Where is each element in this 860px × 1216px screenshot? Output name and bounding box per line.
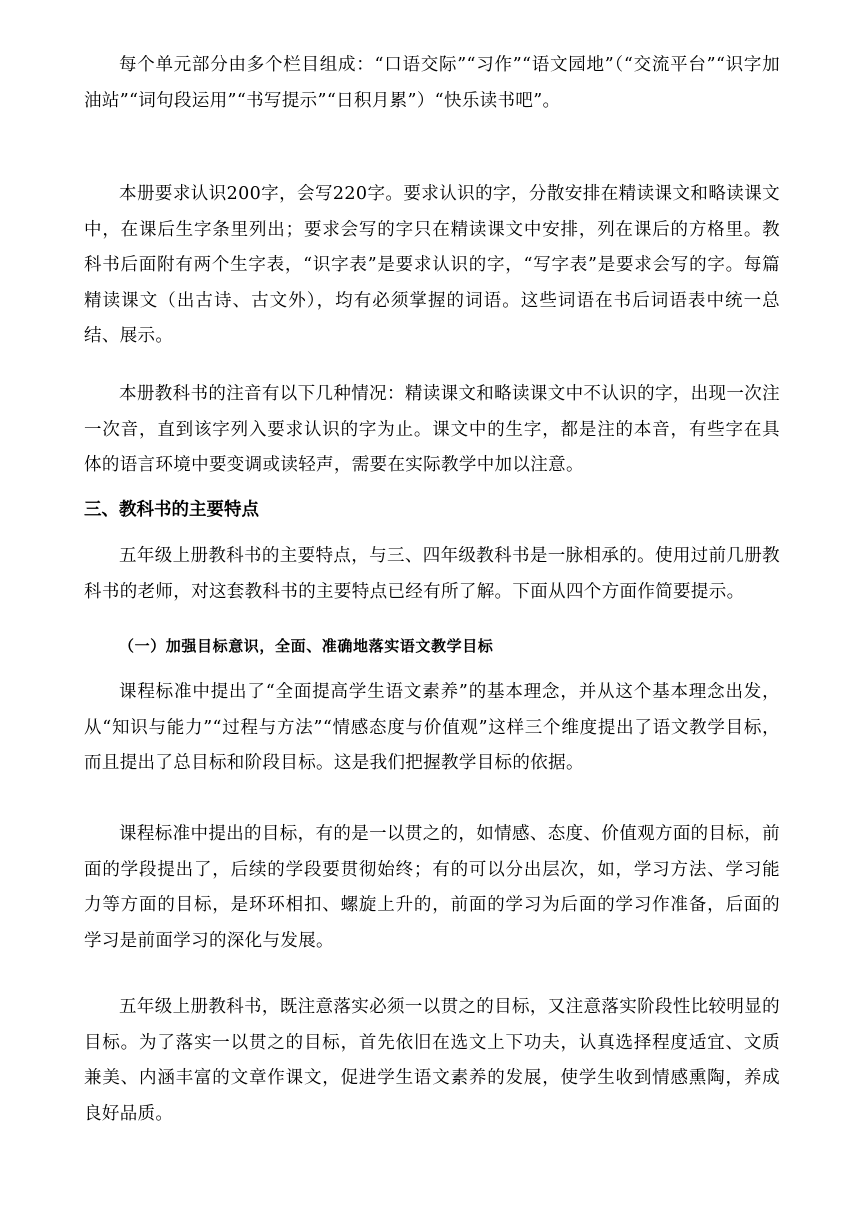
paragraph-section-intro: 五年级上册教科书的主要特点，与三、四年级教科书是一脉相承的。使用过前几册教科书的老师，对这套教科书的主要特点已经有所了解。下面从四个方面作简要提示。 xyxy=(84,546,780,602)
section-heading: 三、教科书的主要特点 xyxy=(84,500,259,520)
paragraph-unit-columns: 每个单元部分由多个栏目组成：“口语交际”“习作”“语文园地”（“交流平台”“识字加油站”“词句段运用”“书写提示”“日积月累”）“快乐读书吧”。 xyxy=(84,55,780,111)
paragraph-curriculum-standards: 课程标准中提出了“全面提高学生语文素养”的基本理念，并从这个基本理念出发，从“知识与能力”“过程与方法”“情感态度与价值观”这样三个维度提出了语文教学目标，而且提出了总目标和阶段目标。这是我们把握教学目标的依据。 xyxy=(84,682,780,773)
paragraph-pinyin-notes: 本册教科书的注音有以下几种情况：精读课文和略读课文中不认识的字，出现一次注一次音，直到该字列入要求认识的字为止。课文中的生字，都是注的本音，有些字在具体的语言环境中要变调或读轻声，需要在实际教学中加以注意。 xyxy=(84,384,780,475)
paragraph-textbook-goals: 五年级上册教科书，既注意落实必须一以贯之的目标，又注意落实阶段性比较明显的目标。为了落实一以贯之的目标，首先依旧在选文上下功夫，认真选择程度适宜、文质兼美、内涵丰富的文章作课文，促进学生语文素养的发展，使学生收到情感熏陶，养成良好品质。 xyxy=(84,997,780,1124)
paragraph-character-requirements: 本册要求认识200字，会写220字。要求认识的字，分散安排在精读课文和略读课文中，在课后生字条里列出；要求会写的字只在精读课文中安排，列在课后的方格里。教科书后面附有两个生字表，“识字表”是要求认识的字，“写字表”是要求会写的字。每篇精读课文（出古诗、古文外），均有必须掌握的词语。这些词语在书后词语表中统一总结、展示。 xyxy=(84,184,780,346)
paragraph-curriculum-goals: 课程标准中提出的目标，有的是一以贯之的，如情感、态度、价值观方面的目标，前面的学段提出了，后续的学段要贯彻始终；有的可以分出层次，如，学习方法、学习能力等方面的目标，是环环相扣、螺旋上升的，前面的学习为后面的学习作准备，后面的学习是前面学习的深化与发展。 xyxy=(84,824,780,951)
subsection-heading: （一）加强目标意识，全面、准确地落实语文教学目标 xyxy=(119,637,494,655)
